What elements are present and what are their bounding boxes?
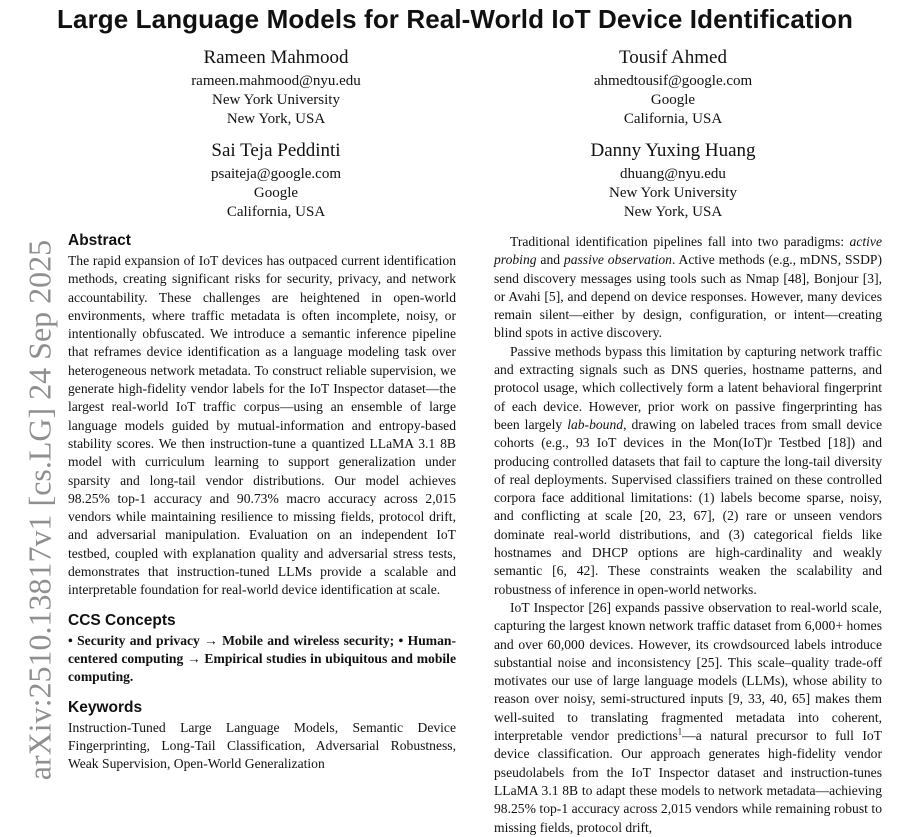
author-email: rameen.mahmood@nyu.edu <box>191 73 361 89</box>
author-block <box>126 139 426 222</box>
ccs-heading: CCS Concepts <box>68 611 176 629</box>
text-run: and <box>536 252 564 268</box>
arxiv-stamp: arXiv:2510.13817v1 [cs.LG] 24 Sep 2025 <box>21 239 58 781</box>
author-block <box>523 139 823 222</box>
author-affiliation: Google <box>253 185 299 201</box>
keywords-heading: Keywords <box>68 698 143 716</box>
keywords-text: Instruction-Tuned Large Language Models, Semantic Device Fingerprinting, Long-Tail Classification, Adversarial Robustness, Weak Supervision, Open-World Generalization <box>68 719 456 772</box>
abstract-text: The rapid expansion of IoT devices has outpaced current identification methods, creating significant risks for security, privacy, and network accountability. These challenges are heightened in open-world environments, where traffic metadata is often incomplete, noisy, or intentionally obfuscated. We introduce a semantic inference pipeline that reframes device identification as a language modeling task over heterogeneous network metadata. To construct reliable supervision, we generate high-fidelity vendor labels for the IoT Inspector dataset—the largest real-world IoT traffic corpus—using an ensemble of large language models guided by mutual-information and entropy-based stability scores. We then instruction-tune a quantized LLaMA 3.1 8B model with curriculum learning to support generalization under sparsity and long-tail vendor distributions. Our model achieves 98.25% top-1 accuracy and 90.73% macro accuracy across 2,015 vendors while maintaining resilience to missing fields, protocol drift, and adversarial manipulation. Evaluation on an independent IoT testbed, coupled with explanation quality and adversarial stress tests, demonstrates that instruction-tuned LLMs provide a scalable and interpretable foundation for real-world device identification at scale. <box>68 253 456 598</box>
author-location: New York, USA <box>226 111 326 127</box>
right-column <box>494 233 882 837</box>
emphasis-text: active probing <box>494 234 882 268</box>
text-run: —a natural precursor to full IoT device classification. Our approach generates high-fidelity vendor pseudolabels from the IoT Inspector dataset and instruction-tunes LLaMA 3.1 8B to adapt these models to network metadata—achieving 98.25% top-1 accuracy across 2,015 vendors while remaining robust to missing fields, protocol drift, <box>494 728 882 835</box>
author-location: New York, USA <box>623 204 723 220</box>
author-affiliation: New York University <box>212 92 340 108</box>
author-location: California, USA <box>623 111 723 127</box>
author-affiliation: New York University <box>609 185 737 201</box>
ccs-section <box>68 610 456 687</box>
intro-paragraph <box>494 233 882 343</box>
paper-title: Large Language Models for Real-World IoT Device Identification <box>57 4 853 34</box>
author-name: Rameen Mahmood <box>203 47 349 68</box>
abstract-section <box>68 230 456 600</box>
text-run: Traditional identification pipelines fall into two paradigms: <box>510 234 850 249</box>
author-location: California, USA <box>226 204 326 220</box>
author-block <box>523 46 823 129</box>
author-email: dhuang@nyu.edu <box>620 166 726 182</box>
keywords-section <box>68 697 456 774</box>
text-run: IoT Inspector [26] expands passive observation to real-world scale, capturing the largest known network traffic dataset from 6,000+ homes and over 60,000 devices. However, its crowdsourced labels introduce substantial noise and inconsistency [25]. This scale–quality trade-off motivates our use of large language models (LLMs), whose ability to reason over noisy, semi-structured inputs [9, 33, 40, 65] makes them well-suited to translating fragmented metadata into coherent, interpretable vendor predictions <box>494 599 882 744</box>
text-run: Passive methods bypass this limitation by capturing network traffic and extracting signals such as DNS queries, hostname patterns, and protocol usage, which collectively form a latent behavioral fingerprint of each device. However, prior work on passive fingerprinting has been largely <box>494 343 882 432</box>
author-name: Danny Yuxing Huang <box>590 140 756 161</box>
text-run: . Active methods (e.g., mDNS, SSDP) send discovery messages using tools such as Nmap [48], Bonjour [3], or Avahi [5], and depend on device responses. However, many devices remain silent—either by design, configuration, or intent—creating blind spots in active discovery. <box>494 252 882 341</box>
emphasis-text: lab-bound <box>567 416 624 432</box>
author-email: psaiteja@google.com <box>210 166 342 182</box>
author-name: Tousif Ahmed <box>619 47 727 68</box>
author-block <box>126 46 426 129</box>
text-run: , drawing on labeled traces from small device cohorts (e.g., 93 IoT devices in the Mon(IoT)r Testbed [18]) and producing controlled datasets that fail to capture the long-tail diversity of real deployments. Supervised classifiers trained on these controlled corpora face additional limitations: (1) labels become sparse, noisy, and conflicting at scale [20, 23, 67], (2) rare or unseen vendors dominate real-world distributions, and (3) categorical fields like hostnames and DHCP options are high-cardinality and weakly semantic [6, 42]. These constraints weaken the scalability and robustness of inference in open-world networks. <box>494 416 882 597</box>
author-affiliation: Google <box>650 92 696 108</box>
author-name: Sai Teja Peddinti <box>211 140 341 161</box>
left-column <box>68 230 456 783</box>
ccs-text: • Security and privacy → Mobile and wireless security; • Human-centered computing → Empirical studies in ubiquitous and mobile computing. <box>68 632 456 685</box>
intro-paragraph <box>494 343 882 599</box>
emphasis-text: passive observation <box>563 252 672 268</box>
author-email: ahmedtousif@google.com <box>593 73 753 89</box>
footnote-marker: 1 <box>677 726 683 737</box>
abstract-heading: Abstract <box>68 232 131 249</box>
intro-paragraph <box>494 599 882 837</box>
